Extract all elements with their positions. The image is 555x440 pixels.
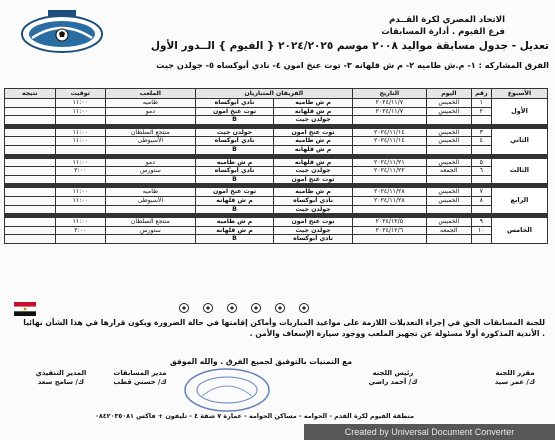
table-row — [5, 167, 548, 176]
signature-executive-director — [22, 369, 100, 387]
match-venue: طاميه — [106, 188, 196, 197]
rules-note: للجنة المسابقات الحق في إجراء التعديلات اللازمة على مواعيد المباريات وأماكن إقامتها في حالة الضرورة ويكون قرارها في هذا الشأن نهائيا . الأندية المذكورة أولا مسئولة عن تجهيز الملعب ووجود سيارة الإسعاف والأمن . — [23, 318, 545, 338]
away-team: م ش قلهانه — [195, 226, 274, 235]
home-team: توت عنخ امون — [274, 218, 353, 227]
match-venue: طاميه — [106, 99, 196, 108]
ball-icon-6 — [300, 304, 309, 313]
week-label: الأول — [491, 99, 547, 125]
rest-marker: B — [195, 205, 274, 214]
match-date: ٢٠٢٤/١١/٧ — [352, 99, 426, 108]
rest-row — [5, 235, 548, 244]
match-date: ٢٠٢٤/١١/٢٢ — [352, 167, 426, 176]
signature-role: المدير التنفيذي — [35, 369, 87, 377]
empty-cell — [471, 235, 491, 244]
home-team: م ش طاميه — [274, 137, 353, 146]
rest-row — [5, 175, 548, 184]
home-team: م ش قلهانه — [274, 158, 353, 167]
rest-marker: B — [195, 235, 274, 244]
col-number: رقم — [471, 89, 491, 99]
match-date: ٢٠٢٤/١١/٧ — [352, 107, 426, 116]
match-number: ٣ — [471, 128, 491, 137]
match-venue: منتجع السلطان — [106, 128, 196, 137]
empty-cell — [352, 175, 426, 184]
ball-icon-4 — [252, 304, 261, 313]
closing-wish: مع التمنيات بالتوفيق لجميع الفرق . والله الموفق — [170, 357, 353, 366]
col-week: الأسبوع — [491, 89, 547, 99]
empty-cell — [106, 145, 196, 154]
match-venue: ستورس — [106, 226, 196, 235]
empty-cell — [55, 116, 105, 125]
match-date: ٢٠٢٤/١١/٢١ — [352, 158, 426, 167]
ball-icon-2 — [204, 304, 213, 313]
match-day: الخميس — [426, 218, 471, 227]
schedule-table — [4, 88, 548, 244]
ball-icon-3 — [228, 304, 237, 313]
match-result — [5, 128, 56, 137]
table-row — [5, 188, 548, 197]
match-day: الخميس — [426, 158, 471, 167]
table-row — [5, 196, 548, 205]
match-date: ٢٠٢٤/١٢/٥ — [352, 218, 426, 227]
home-team: م ش قلهانه — [274, 107, 353, 116]
week-label: الرابع — [491, 188, 547, 214]
empty-cell — [352, 116, 426, 125]
address-footer: منطقة الفيوم لكرة القدم - الحوامه - مساكن الحوامه - عمارة ٧ شقة ٤ - تليفون + فاكس ٠٨٤٢٠٣٥٠٨١ — [94, 412, 415, 420]
table-row — [5, 226, 548, 235]
match-number: ٤ — [471, 137, 491, 146]
table-header-row — [5, 89, 548, 99]
rest-row — [5, 205, 548, 214]
match-date: ٢٠٢٤/١١/١٤ — [352, 128, 426, 137]
empty-cell — [426, 205, 471, 214]
match-day: الخميس — [426, 196, 471, 205]
signature-role: رئيس اللجنه — [372, 369, 414, 377]
match-day: الخميس — [426, 99, 471, 108]
match-day: الجمعه — [426, 167, 471, 176]
rest-row — [5, 145, 548, 154]
rest-marker: B — [195, 145, 274, 154]
empty-cell — [55, 175, 105, 184]
table-row — [5, 137, 548, 146]
empty-cell — [471, 175, 491, 184]
signature-competitions-director — [104, 369, 176, 387]
home-team: جولدن جيت — [274, 167, 353, 176]
egypt-flag — [14, 302, 36, 316]
home-team: توت عنخ امون — [274, 128, 353, 137]
empty-cell — [5, 235, 56, 244]
away-team: م ش طاميه — [195, 158, 274, 167]
signature-name: ك/ حسني قطب — [113, 378, 167, 386]
federation-name: الاتحاد المصري لكرة القــدم — [389, 15, 505, 25]
resting-team: جولدن جيت — [274, 116, 353, 125]
empty-cell — [471, 145, 491, 154]
away-team: جولدن جيت — [195, 128, 274, 137]
match-number: ١٠ — [471, 226, 491, 235]
match-result — [5, 107, 56, 116]
home-team: م ش طاميه — [274, 99, 353, 108]
rest-marker: B — [195, 175, 274, 184]
resting-team: جولدن جيت — [274, 205, 353, 214]
away-team: توت عنخ امون — [195, 188, 274, 197]
col-date: التاريخ — [352, 89, 426, 99]
match-date: ٢٠٢٤/١٢/٦ — [352, 226, 426, 235]
col-time: توقيت — [55, 89, 105, 99]
week-label: الثالث — [491, 158, 547, 184]
empty-cell — [426, 145, 471, 154]
match-venue: دمو — [106, 107, 196, 116]
match-number: ٩ — [471, 218, 491, 227]
empty-cell — [426, 235, 471, 244]
table-row — [5, 99, 548, 108]
match-day: الجمعه — [426, 226, 471, 235]
signature-name: ك/ أحمد راضي — [368, 378, 418, 386]
empty-cell — [55, 205, 105, 214]
col-venue: الملعب — [106, 89, 196, 99]
match-result — [5, 226, 56, 235]
match-number: ٢ — [471, 107, 491, 116]
signature-role: مقرر اللجنة — [495, 369, 535, 377]
away-team: م ش طاميه — [195, 218, 274, 227]
table-row — [5, 128, 548, 137]
week-label: الثاني — [491, 128, 547, 154]
away-team: نادي أبوكساه — [195, 137, 274, 146]
match-venue: منتجع السلطان — [106, 218, 196, 227]
signature-committee-head — [356, 369, 430, 387]
resting-team: م ش قلهانه — [274, 145, 353, 154]
branch-name: فرع الفيوم . أدارة المسابقات — [381, 27, 505, 37]
home-team: جولدن جيت — [274, 226, 353, 235]
match-date: ٢٠٢٤/١١/٢٨ — [352, 196, 426, 205]
match-day: الخميس — [426, 128, 471, 137]
home-team: م ش طاميه — [274, 188, 353, 197]
empty-cell — [55, 235, 105, 244]
table-row — [5, 158, 548, 167]
match-result — [5, 196, 56, 205]
signature-role: مدير المسابقات — [113, 369, 167, 377]
match-number: ٥ — [471, 158, 491, 167]
col-result: نتيجه — [5, 89, 56, 99]
match-time: ١١:٠٠ — [55, 218, 105, 227]
table-row — [5, 218, 548, 227]
empty-cell — [426, 116, 471, 125]
match-result — [5, 137, 56, 146]
match-venue: الأسيوطى — [106, 137, 196, 146]
signature-name: ك/ سامح سعد — [37, 378, 85, 386]
empty-cell — [352, 205, 426, 214]
col-teams: الفريقان المتباريان — [195, 89, 352, 99]
empty-cell — [106, 175, 196, 184]
empty-cell — [55, 145, 105, 154]
match-number: ٦ — [471, 167, 491, 176]
resting-team: نادي أبوكساه — [274, 235, 353, 244]
match-time: ١١:٠٠ — [55, 107, 105, 116]
schedule-body — [5, 99, 548, 244]
empty-cell — [106, 116, 196, 125]
page-title: تعديل - جدول مسابقة مواليد ٢٠٠٨ موسم ٢٠٢٤/٢٠٢٥ { الفيوم } الــدور الأول — [150, 40, 549, 52]
match-time: ٢:٠٠ — [55, 167, 105, 176]
ball-icon-1 — [180, 304, 189, 313]
home-team: نادي أبوكساه — [274, 196, 353, 205]
empty-cell — [471, 205, 491, 214]
resting-team: توت عنخ امون — [274, 175, 353, 184]
match-number: ٧ — [471, 188, 491, 197]
football-decoration — [176, 303, 316, 313]
participating-teams: الفرق المشاركه : ١- م.ش طاميه ٢- م ش قلهانه ٣- توت عنخ امون ٤- نادي أبوكساه ٥- جولدن جيت — [156, 60, 549, 70]
match-number: ٨ — [471, 196, 491, 205]
match-day: الخميس — [426, 188, 471, 197]
away-team: م ش قلهانه — [195, 196, 274, 205]
match-result — [5, 158, 56, 167]
match-day: الخميس — [426, 107, 471, 116]
match-date: ٢٠٢٤/١١/١٤ — [352, 137, 426, 146]
away-team: توت عنخ امون — [195, 107, 274, 116]
match-time: ١١:٠٠ — [55, 158, 105, 167]
col-day: اليوم — [426, 89, 471, 99]
empty-cell — [352, 235, 426, 244]
match-time: ١١:٠٠ — [55, 196, 105, 205]
match-venue: ستورس — [106, 167, 196, 176]
match-day: الخميس — [426, 137, 471, 146]
match-venue: دمو — [106, 158, 196, 167]
ball-icon-5 — [276, 304, 285, 313]
match-result — [5, 167, 56, 176]
empty-cell — [5, 116, 56, 125]
match-time: ١١:٠٠ — [55, 137, 105, 146]
match-result — [5, 188, 56, 197]
signature-name: ك/ عمر سيد — [494, 378, 536, 386]
official-stamp — [182, 366, 272, 414]
week-label: الخامس — [491, 218, 547, 244]
match-result — [5, 218, 56, 227]
header-block — [381, 14, 505, 38]
away-team: نادي أبوكساه — [195, 167, 274, 176]
away-team: نادي أبوكساه — [195, 99, 274, 108]
empty-cell — [5, 145, 56, 154]
empty-cell — [352, 145, 426, 154]
empty-cell — [5, 175, 56, 184]
converter-watermark: Created by Universal Document Converter — [304, 424, 555, 440]
empty-cell — [426, 175, 471, 184]
match-result — [5, 99, 56, 108]
match-time: ١١:٠٠ — [55, 188, 105, 197]
rest-marker: B — [195, 116, 274, 125]
match-venue: الأسيوطى — [106, 196, 196, 205]
match-time: ١١:٠٠ — [55, 128, 105, 137]
empty-cell — [471, 116, 491, 125]
empty-cell — [106, 205, 196, 214]
empty-cell — [5, 205, 56, 214]
match-date: ٢٠٢٤/١١/٢٨ — [352, 188, 426, 197]
rest-row — [5, 116, 548, 125]
match-time: ٢:٠٠ — [55, 226, 105, 235]
table-row — [5, 107, 548, 116]
match-number: ١ — [471, 99, 491, 108]
empty-cell — [106, 235, 196, 244]
match-time: ١١:٠٠ — [55, 99, 105, 108]
signature-committee-rapporteur — [484, 369, 546, 387]
